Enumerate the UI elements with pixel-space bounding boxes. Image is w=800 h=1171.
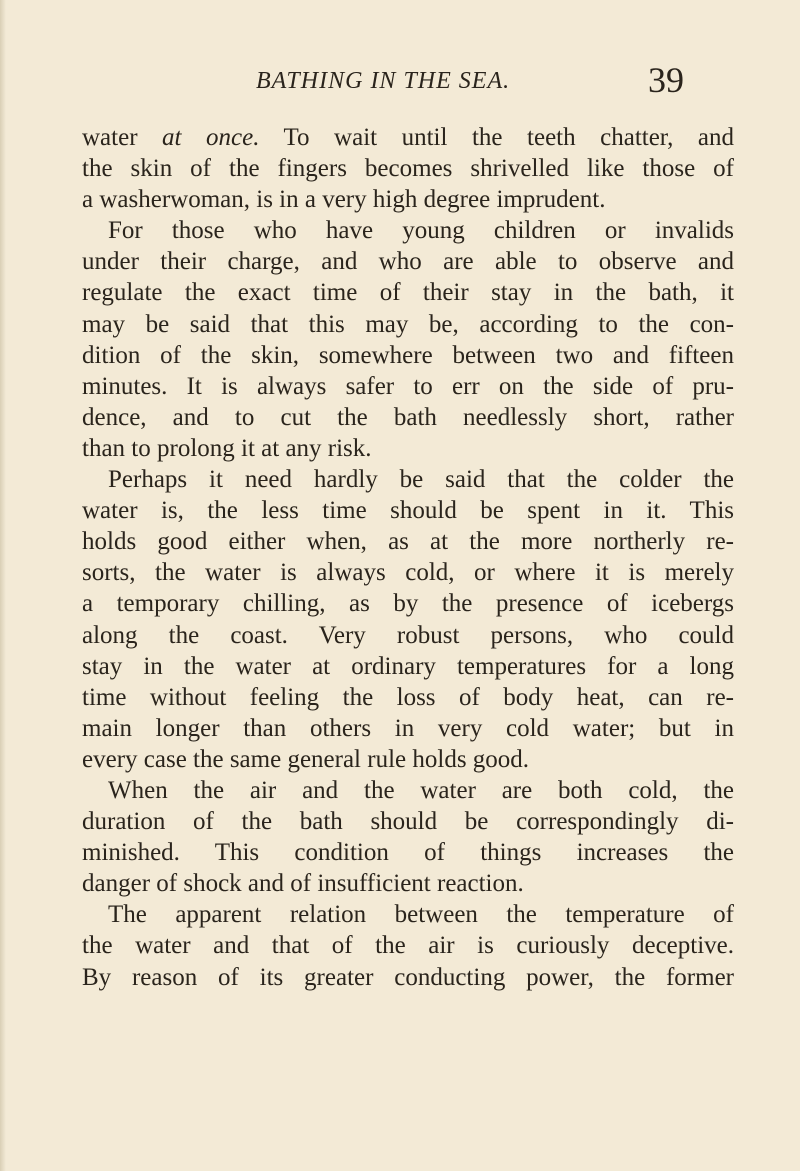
- text-line: under their charge, and who are able to observe and: [82, 248, 734, 276]
- text-line: minished. This condition of things increases the: [82, 839, 734, 867]
- text-line: stay in the water at ordinary temperatures for a long: [82, 652, 734, 680]
- italic-emphasis: at once.: [162, 124, 260, 151]
- text-line: water is, the less time should be spent in it. This: [82, 497, 734, 525]
- running-head: [0, 62, 800, 110]
- text-line: [82, 122, 734, 153]
- text-line: the skin of the fingers becomes shrivelled like those of: [82, 155, 734, 183]
- text-line: may be said that this may be, according to the con-: [82, 310, 734, 338]
- text-line: than to prolong it at any risk.: [82, 434, 372, 462]
- text-line: holds good either when, as at the more northerly re-: [82, 528, 734, 556]
- text-line: time without feeling the loss of body heat, can re-: [82, 683, 734, 711]
- text-line: duration of the bath should be correspondingly di-: [82, 808, 734, 836]
- paragraph-first-line: The apparent relation between the temperature of: [108, 901, 734, 929]
- paragraph-first-line: For those who have young children or invalids: [108, 217, 734, 245]
- running-title: BATHING IN THE SEA.: [256, 68, 511, 94]
- text-line: the water and that of the air is curiously deceptive.: [82, 932, 734, 960]
- text-fragment: water: [82, 124, 163, 151]
- binding-shadow: [0, 0, 6, 1171]
- paragraph-first-line: When the air and the water are both cold, the: [108, 776, 734, 804]
- text-line: main longer than others in very cold water; but in: [82, 714, 734, 742]
- text-line: dence, and to cut the bath needlessly short, rather: [82, 403, 734, 431]
- text-line: dition of the skin, somewhere between two and fifteen: [82, 341, 734, 369]
- text-line: a temporary chilling, as by the presence of icebergs: [82, 590, 734, 618]
- text-line: By reason of its greater conducting power, the former: [82, 963, 734, 991]
- text-line: danger of shock and of insufficient reaction.: [82, 870, 524, 898]
- text-line: regulate the exact time of their stay in the bath, it: [82, 279, 734, 307]
- body-text: [82, 122, 734, 993]
- text-line: every case the same general rule holds good.: [82, 745, 530, 773]
- text-line: minutes. It is always safer to err on the side of pru-: [82, 372, 734, 400]
- text-line: sorts, the water is always cold, or where it is merely: [82, 559, 734, 587]
- page-number: 39: [648, 60, 684, 100]
- text-line: along the coast. Very robust persons, who could: [82, 621, 734, 649]
- paragraph-first-line: Perhaps it need hardly be said that the colder the: [108, 466, 734, 494]
- text-line: a washerwoman, is in a very high degree imprudent.: [82, 186, 606, 214]
- text-fragment: To wait until the teeth chatter, and: [259, 124, 734, 151]
